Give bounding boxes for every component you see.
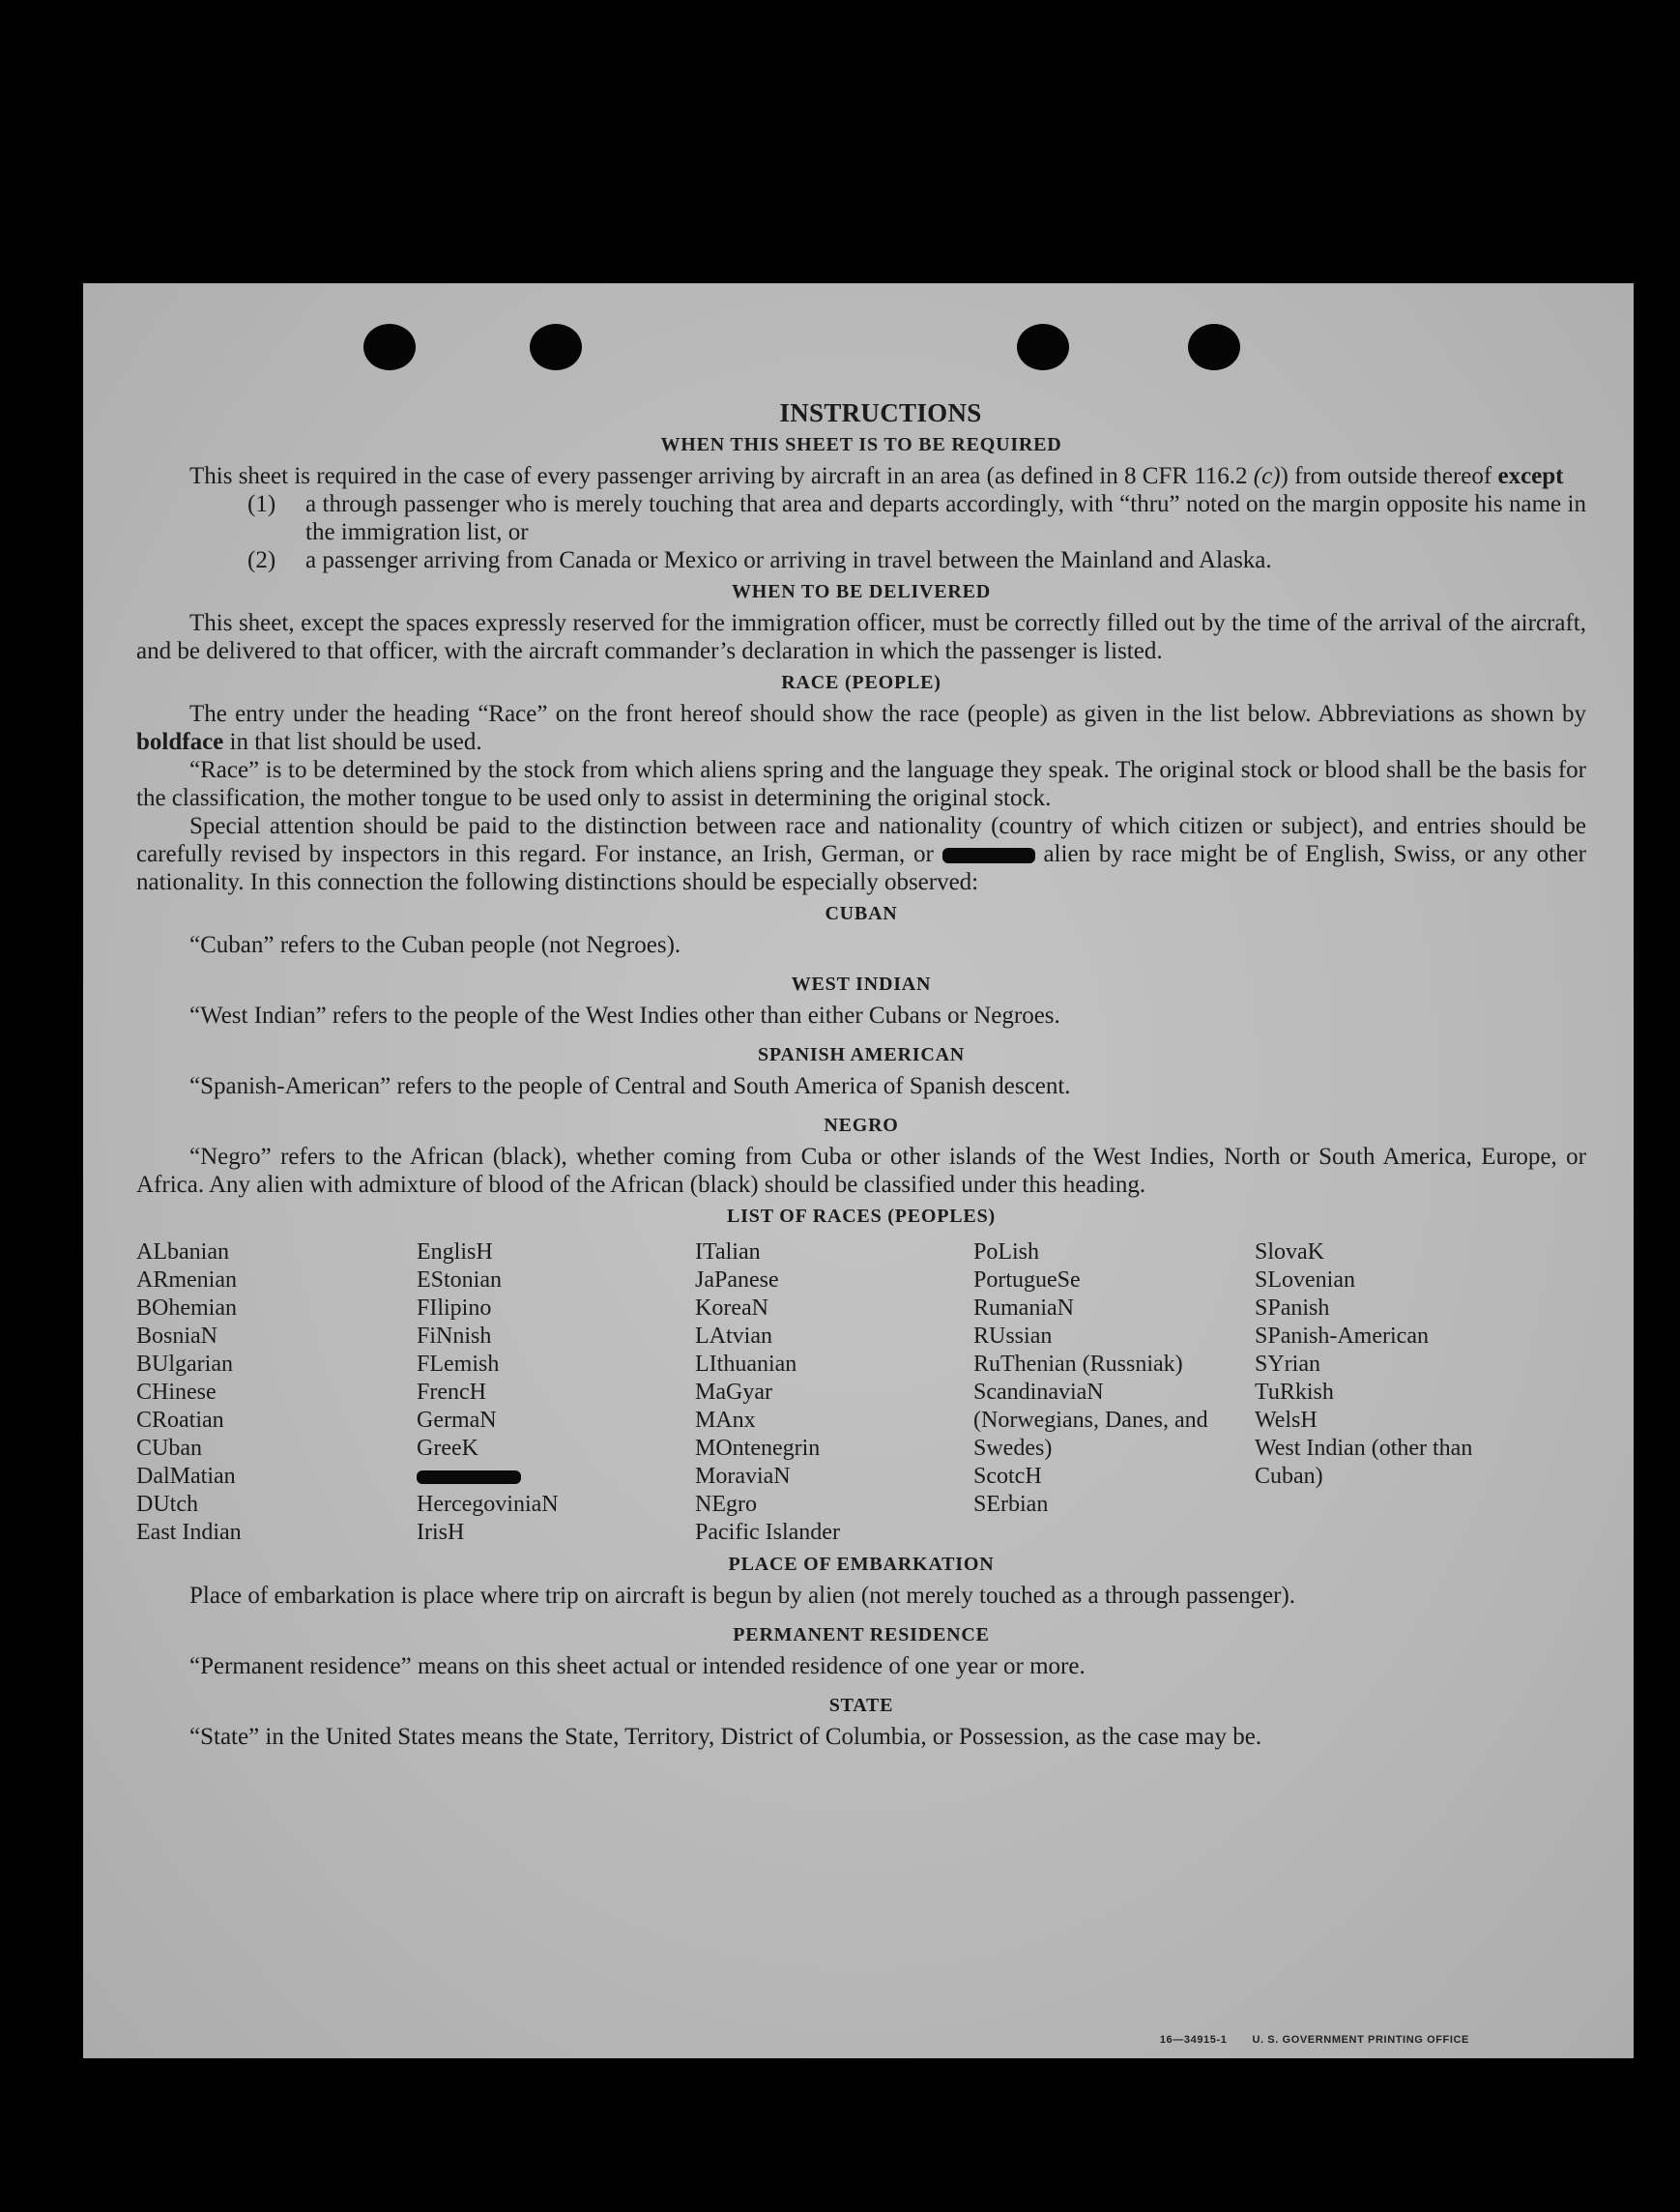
race-item: SlovaK	[1255, 1239, 1324, 1265]
section-heading-place-of-embarkation: PLACE OF EMBARKATION	[728, 1554, 995, 1575]
race-item: ScotcH	[973, 1464, 1042, 1489]
race-item: CRoatian	[136, 1408, 224, 1433]
item-number: (2)	[247, 547, 276, 573]
spanish-american-text: “Spanish-American” refers to the people of Central and South America of Spanish descent.	[189, 1073, 1071, 1099]
item-text: a through passenger who is merely touching that area and departs accordingly, with “thru” noted on the margin opposite his name in the immigration list, or	[305, 491, 1586, 545]
race-text: Special attention should be paid to the distinction between race and nationality (country of which citizen or subject), and entries should be carefully revised by inspectors in this regard. For instance, an Irish, German, or	[136, 813, 1586, 867]
intro-text: This sheet is required in the case of every passenger arriving by aircraft in an area (as defined in 8 CFR 116.2	[189, 463, 1254, 489]
race-item: RumaniaN	[973, 1295, 1074, 1321]
page-title: INSTRUCTIONS	[779, 398, 982, 427]
instructions-content	[136, 399, 1586, 1751]
race-item: West Indian (other than Cuban)	[1255, 1436, 1473, 1489]
race-item: ALbanian	[136, 1239, 229, 1265]
race-item: JaPanese	[695, 1267, 779, 1293]
race-item: BOhemian	[136, 1295, 237, 1321]
race-item: ScandinaviaN (Norwegians, Danes, and Swedes)	[973, 1380, 1208, 1461]
race-item: RUssian	[973, 1324, 1053, 1349]
place-of-embarkation-text: Place of embarkation is place where trip on aircraft is begun by alien (not merely touched as a through passenger).	[189, 1583, 1296, 1609]
race-text: alien by race might be of English, Swiss, or any other nationality. In this connection the following distinctions should be especially observed:	[136, 841, 1586, 895]
west-indian-text: “West Indian” refers to the people of the West Indies other than either Cubans or Negroes.	[189, 1003, 1060, 1029]
race-item: NEgro	[695, 1492, 757, 1517]
section-heading-spanish-american: SPANISH AMERICAN	[757, 1044, 966, 1065]
race-item: HercegoviniaN	[417, 1492, 559, 1517]
race-item: MAnx	[695, 1408, 756, 1433]
when-required-intro	[136, 462, 1586, 490]
race-item: DUtch	[136, 1492, 198, 1517]
race-item: MoraviaN	[695, 1464, 791, 1489]
intro-subsection: (c)	[1253, 463, 1281, 489]
when-delivered-text: This sheet, except the spaces expressly reserved for the immigration officer, must be correctly filled out by the time of the arrival of the aircraft, and be delivered to that officer, with the aircraft commander’s declaration in which the passenger is listed.	[136, 610, 1586, 664]
section-heading-race: RACE (PEOPLE)	[781, 672, 941, 693]
race-item: GermaN	[417, 1408, 497, 1433]
form-number: 16—34915-1	[1159, 2034, 1228, 2046]
race-item: FIlipino	[417, 1295, 492, 1321]
punch-hole	[530, 324, 582, 370]
item-number: (1)	[247, 491, 276, 517]
intro-text: ) from outside thereof	[1280, 463, 1498, 489]
race-item: PortugueSe	[973, 1267, 1081, 1293]
redaction-mark	[942, 848, 1035, 863]
race-item: CHinese	[136, 1380, 217, 1405]
races-column	[695, 1238, 973, 1547]
punch-hole	[1017, 324, 1069, 370]
negro-text: “Negro” refers to the African (black), whether coming from Cuba or other islands of the West Indies, North or South America, Europe, or Africa. Any alien with admixture of blood of the African (black) should be classified under this heading.	[136, 1144, 1586, 1198]
race-item: FrencH	[417, 1380, 486, 1405]
race-item: LAtvian	[695, 1324, 772, 1349]
race-paragraph: “Race” is to be determined by the stock from which aliens spring and the language they speak. The original stock or blood shall be the basis for the classification, the mother tongue to be used only to assist in determining the original stock.	[136, 757, 1586, 811]
state-text: “State” in the United States means the State, Territory, District of Columbia, or Possession, as the case may be.	[189, 1724, 1262, 1750]
intro-emphasis: except	[1497, 463, 1564, 489]
race-paragraph	[136, 812, 1586, 896]
race-item: BUlgarian	[136, 1352, 233, 1377]
races-column	[973, 1238, 1255, 1547]
race-text: in that list should be used.	[223, 729, 482, 755]
section-heading-negro: NEGRO	[824, 1115, 899, 1136]
race-item: RuThenian (Russniak)	[973, 1352, 1183, 1377]
race-item: SErbian	[973, 1492, 1049, 1517]
exception-item	[136, 490, 1586, 546]
race-item: TuRkish	[1255, 1380, 1334, 1405]
races-column	[136, 1238, 417, 1547]
race-item-redacted	[417, 1463, 695, 1491]
race-item: LIthuanian	[695, 1352, 797, 1377]
race-item: ITalian	[695, 1239, 761, 1265]
race-item: SPanish-American	[1255, 1324, 1429, 1349]
race-item: EStonian	[417, 1267, 502, 1293]
section-heading-list-of-races: LIST OF RACES (PEOPLES)	[727, 1206, 996, 1227]
race-item: East Indian	[136, 1520, 242, 1545]
item-text: a passenger arriving from Canada or Mexico or arriving in travel between the Mainland and Alaska.	[305, 547, 1272, 573]
race-item: ARmenian	[136, 1267, 237, 1293]
printer-imprint: U. S. GOVERNMENT PRINTING OFFICE	[1252, 2034, 1469, 2046]
race-item: BosniaN	[136, 1324, 217, 1349]
section-heading-cuban: CUBAN	[825, 903, 898, 924]
race-item: WelsH	[1255, 1408, 1318, 1433]
race-item: KoreaN	[695, 1295, 768, 1321]
race-item: SYrian	[1255, 1352, 1320, 1377]
race-item: MOntenegrin	[695, 1436, 821, 1461]
races-column	[1255, 1238, 1535, 1547]
race-item: GreeK	[417, 1436, 478, 1461]
race-paragraph	[136, 700, 1586, 756]
document-sheet	[83, 283, 1634, 2058]
exception-item	[136, 546, 1586, 574]
race-item: FLemish	[417, 1352, 500, 1377]
races-column	[417, 1238, 695, 1547]
race-text: The entry under the heading “Race” on the front hereof should show the race (people) as given in the list below. Abbreviations as shown by	[189, 701, 1586, 727]
race-item: FiNnish	[417, 1324, 492, 1349]
race-item: DalMatian	[136, 1464, 236, 1489]
race-emphasis: boldface	[136, 729, 224, 755]
race-item: EnglisH	[417, 1239, 493, 1265]
section-heading-state: STATE	[828, 1695, 894, 1716]
race-item: Pacific Islander	[695, 1520, 840, 1545]
section-heading-when-required: WHEN THIS SHEET IS TO BE REQUIRED	[660, 434, 1062, 455]
race-item: IrisH	[417, 1520, 465, 1545]
section-heading-west-indian: WEST INDIAN	[791, 974, 932, 995]
form-footer	[1160, 2034, 1469, 2046]
race-item: SLovenian	[1255, 1267, 1355, 1293]
races-list	[136, 1238, 1586, 1547]
race-item: PoLish	[973, 1239, 1040, 1265]
race-item: MaGyar	[695, 1380, 772, 1405]
race-item: CUban	[136, 1436, 202, 1461]
race-item: SPanish	[1255, 1295, 1330, 1321]
section-heading-permanent-residence: PERMANENT RESIDENCE	[733, 1624, 990, 1645]
section-heading-when-delivered: WHEN TO BE DELIVERED	[731, 581, 992, 602]
punch-hole	[1188, 324, 1240, 370]
cuban-text: “Cuban” refers to the Cuban people (not Negroes).	[189, 932, 681, 958]
punch-hole	[363, 324, 416, 370]
permanent-residence-text: “Permanent residence” means on this sheet actual or intended residence of one year or more.	[189, 1653, 1086, 1679]
redaction-mark	[417, 1470, 521, 1484]
